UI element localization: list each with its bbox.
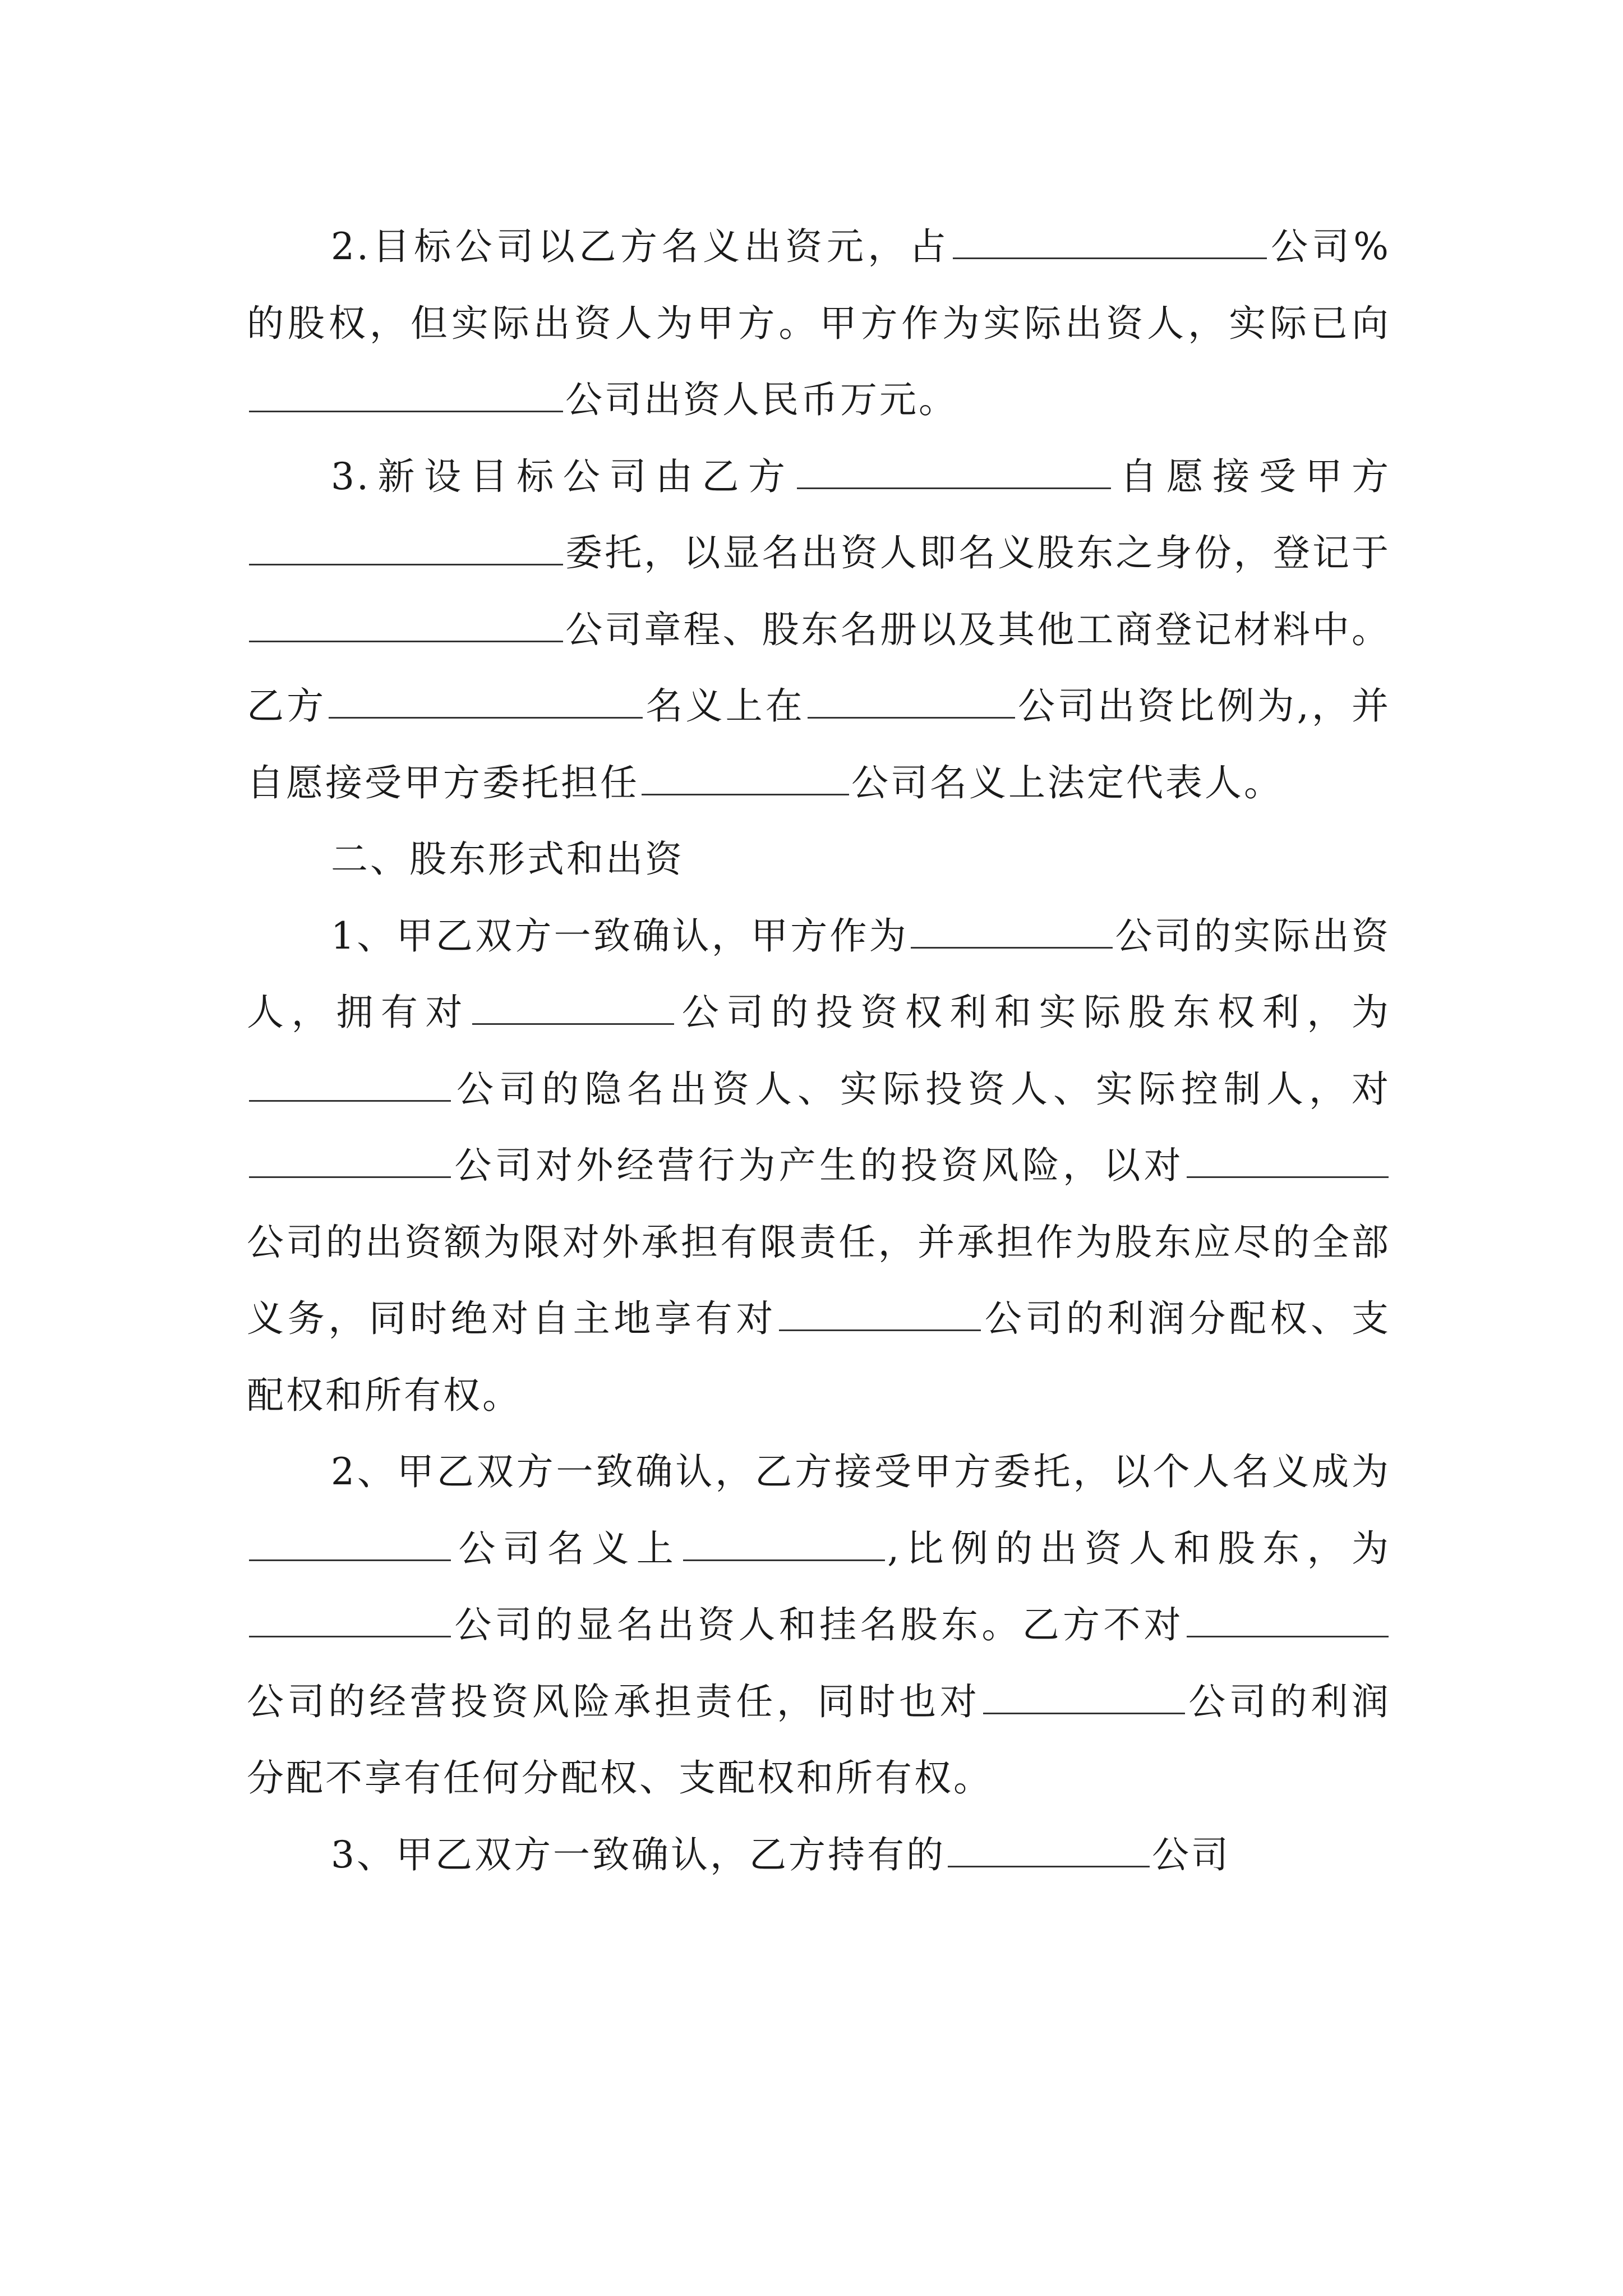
text-span: 公司%的股权，但实际出资人为甲方。甲方作为实际出资人，实际已向 [247,225,1391,345]
text-span: 公司的实际出资人，拥有对 [247,914,1391,1034]
blank-line [953,253,1267,259]
text-span: 公司出资比例为,，并自愿接受甲方委托担任 [247,684,1391,804]
text-span: 公司章程、股东名册以及其他工商登记材料中。乙方 [247,608,1391,728]
blank-line [808,712,1015,719]
text-span: 公司的出资额为限对外承担有限责任，并承担作为股东应尽的全部义务，同时绝对自主地享有对 [247,1220,1391,1340]
text-span: 3.新设目标公司由乙方 [331,454,795,498]
text-span: 公司名义上 [453,1526,681,1570]
text-span: 自愿接受甲方 [1113,454,1391,498]
blank-line [797,483,1111,489]
paragraph-section2-3 [247,1817,1391,1894]
text-span: ,比例的出资人和股东，为 [887,1526,1391,1570]
blank-line [249,1096,451,1102]
text-span: 委托，以显名出资人即名义股东之身份，登记于 [565,531,1391,574]
text-span: 1、甲乙双方一致确认，甲方作为 [331,914,909,958]
text-span: 公司的显名出资人和挂名股东。乙方不对 [453,1603,1184,1646]
text-span: 公司的经营投资风险承担责任，同时也对 [247,1680,981,1723]
blank-line [1187,1631,1389,1637]
text-span: 公司的投资权利和实际股东权利，为 [676,991,1391,1034]
text-span: 3、甲乙双方一致确认，乙方持有的 [331,1833,946,1876]
blank-line [642,789,849,795]
blank-line [983,1708,1185,1714]
text-span: 公司的利润分配权、支配权和所有权。 [247,1297,1391,1417]
blank-line [249,1172,451,1178]
section-heading: 二、股东形式和出资 [331,838,684,881]
text-span: 2.目标公司以乙方名义出资元，占 [331,225,951,268]
text-span: 公司的利润分配不享有任何分配权、支配权和所有权。 [247,1680,1391,1800]
blank-line [329,712,643,719]
blank-line [779,1325,981,1331]
paragraph-section2-1 [247,898,1391,1434]
text-span: 名义上在 [645,684,805,728]
document-body [247,209,1391,1893]
text-span: 公司名义上法定代表人。 [851,761,1283,804]
blank-line [1187,1172,1389,1178]
text-span: 2、甲乙双方一致确认，乙方接受甲方委托，以个人名义成为 [331,1450,1391,1493]
text-span: 公司对外经营行为产生的投资风险，以对 [453,1144,1184,1187]
blank-line [249,559,563,565]
blank-line [948,1861,1150,1867]
blank-line [249,636,563,642]
blank-line [472,1019,674,1025]
blank-line [683,1555,885,1561]
paragraph-2 [247,209,1391,439]
blank-line [249,406,563,412]
text-span: 公司的隐名出资人、实际投资人、实际控制人，对 [453,1067,1391,1111]
paragraph-section2-2 [247,1434,1391,1817]
blank-line [249,1555,451,1561]
blank-line [249,1631,451,1637]
blank-line [911,942,1113,949]
text-span: 公司出资人民币万元。 [565,378,958,421]
text-span: 公司 [1152,1833,1230,1876]
paragraph-3 [247,439,1391,822]
